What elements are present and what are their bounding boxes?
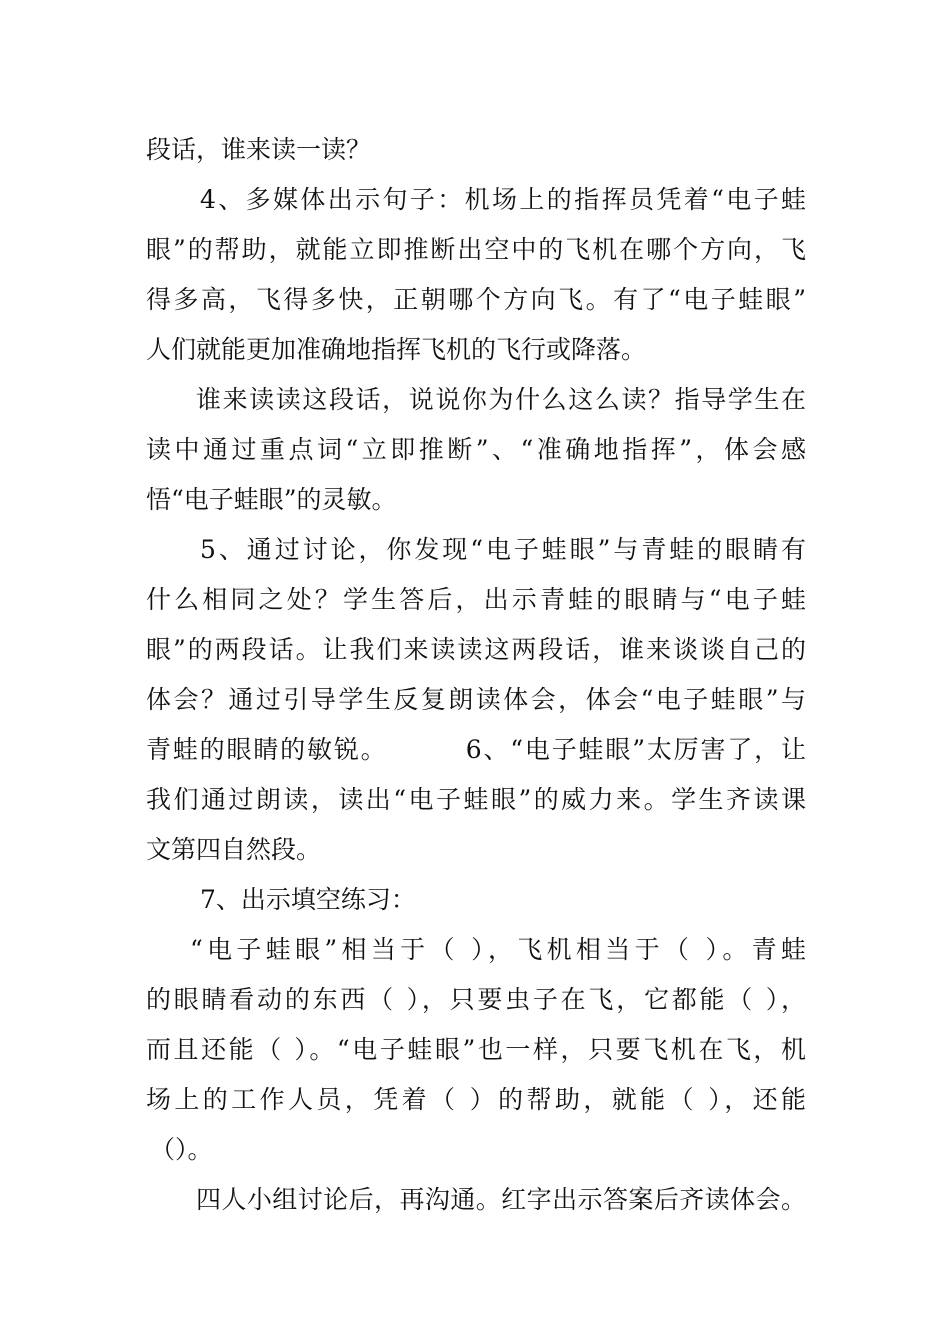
text-line: 眼”的帮助，就能立即推断出空中的飞机在哪个方向，飞 — [146, 235, 806, 264]
text-line: 谁来读读这段话，说说你为什么这么读？指导学生在 — [196, 385, 806, 414]
text-line: 体会？通过引导学生反复朗读体会，体会“电子蛙眼”与 — [146, 685, 806, 714]
text-line: 人们就能更加准确地指挥飞机的飞行或降落。 — [146, 335, 647, 364]
text-line: 而且还能（ ）。“电子蛙眼”也一样，只要飞机在飞，机 — [146, 1035, 806, 1064]
text-line: 4、多媒体出示句子：机场上的指挥员凭着“电子蛙 — [200, 185, 806, 214]
text-line: 四人小组讨论后，再沟通。红字出示答案后齐读体会。 — [196, 1185, 806, 1214]
text-line: 7、出示填空练习： — [200, 885, 416, 914]
text-line: 眼”的两段话。让我们来读读这两段话，谁来谈谈自己的 — [146, 635, 806, 664]
text-line: 读中通过重点词“立即推断”、“准确地指挥”，体会感 — [146, 435, 806, 464]
text-line: 文第四自然段。 — [146, 835, 322, 864]
text-line: 什么相同之处？学生答后，出示青蛙的眼睛与“电子蛙 — [146, 585, 806, 614]
text-line: “电子蛙眼”相当于（ ），飞机相当于（ ）。青蛙 — [190, 935, 806, 964]
text-line: 段话，谁来读一读？ — [146, 135, 372, 164]
text-line: 青蛙的眼睛的敏锐。 6、“电子蛙眼”太厉害了，让 — [146, 735, 806, 764]
text-line: 悟“电子蛙眼”的灵敏。 — [146, 485, 397, 514]
text-line: 的眼睛看动的东西（ ），只要虫子在飞，它都能（ ）， — [146, 985, 806, 1014]
text-line: 得多高，飞得多快，正朝哪个方向飞。有了“电子蛙眼” — [146, 285, 806, 314]
text-line: 场上的工作人员，凭着（ ）的帮助，就能（ ），还能 — [146, 1085, 806, 1114]
text-line: 我们通过朗读，读出“电子蛙眼”的威力来。学生齐读课 — [146, 785, 806, 814]
text-line: 5、通过讨论，你发现“电子蛙眼”与青蛙的眼睛有 — [200, 535, 806, 564]
text-line: （）。 — [150, 1135, 213, 1164]
